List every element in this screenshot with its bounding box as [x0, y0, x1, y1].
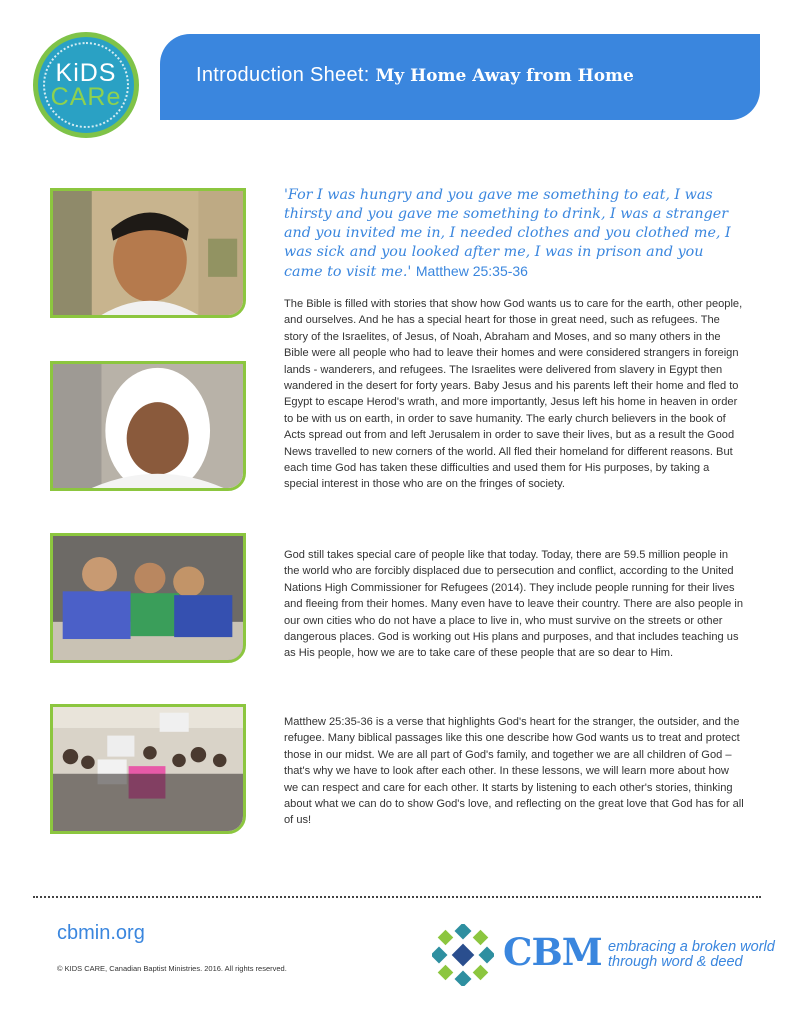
tagline-line2: through word & deed	[608, 954, 743, 970]
title-lead: Introduction Sheet:	[196, 64, 376, 86]
cbm-star-logo-icon	[432, 924, 494, 986]
photo-smiling-boy	[50, 188, 246, 318]
cbm-wordmark: CBM	[503, 930, 602, 974]
footer-divider	[33, 896, 761, 898]
quote-text: 'For I was hungry and you gave me something to eat, I was thirsty and you gave me something to drink, I was a stranger and you invited me in, I needed clothes and you clothed me, I was sick and you looked after me, I was in prison and you came to visit me.'	[284, 187, 731, 280]
tagline-line1: embracing a broken world	[608, 939, 775, 955]
cbm-tagline	[608, 940, 775, 970]
body-paragraph-2: God still takes special care of people like that today. Today, there are 59.5 million people in the world who are forcibly displaced due to persecution and conflict, according to the United Nations High Commissioner for Refugees (2014). They include people running for their lives and fleeing from their homes. Many even have to leave their country. There are also people in our own cities who do not have a place to live in, who must survive on the streets or other dangerous places. God is working out His plans and purposes, and that includes teaching us as His people, how we are to take care of these people that are so dear to Him.	[284, 549, 744, 660]
photo-girl-white-scarf	[50, 361, 246, 491]
website-url[interactable]: cbmin.org	[57, 922, 145, 944]
logo-line2: CARe	[50, 83, 122, 111]
page-title	[196, 64, 634, 87]
bible-quote	[284, 186, 744, 282]
body-paragraph-3: Matthew 25:35-36 is a verse that highlights God's heart for the stranger, the outsider, and the refugee. Many biblical passages like this one describe how God wants us to treat and protect those in our midst. We are all part of God's family, and together we are all children of God – that's why we have to look after each other. In these lessons, we will learn more about how we can respect and care for each other. It starts by listening to each other's stories, thinking about what we can do to show God's love, and reflecting on the great love that God has for all of us!	[284, 716, 744, 827]
quote-reference: Matthew 25:35-36	[415, 263, 528, 279]
kids-care-logo	[33, 32, 139, 138]
photo-community-gathering	[50, 704, 246, 834]
logo-line1: KiDS	[55, 59, 117, 87]
body-paragraph-1: The Bible is filled with stories that show how God wants us to care for the earth, other people, and ourselves. And he has a special heart for those in great need, such as refugees. The story of the Israelites, of Jesus, of Noah, Abraham and Moses, and so many others in the Bible were all people who had to leave their homes and were considered strangers in foreign lands - wanderers, and refugees. The Israelites were delivered from slavery in Egypt then wandered in the desert for forty years. Baby Jesus and his parents left their home and fled to Egypt to escape Herod's wrath, and more importantly, Jesus left his home in heaven in order to be with us on earth, in order to save humanity. The early church believers in the book of Acts spread out from and left Jerusalem in order to save their lives, but as a result the Good News travelled to new corners of the world. All fled their homeland for different reasons. But each time God has taken these difficulties and used them for His purposes, by taking a special interest in those who are on the fringes of society.	[284, 298, 743, 491]
copyright-notice: © KIDS CARE, Canadian Baptist Ministries. 2016. All rights reserved.	[57, 964, 287, 973]
photo-group-of-children	[50, 533, 246, 663]
title-main: My Home Away from Home	[375, 66, 634, 86]
